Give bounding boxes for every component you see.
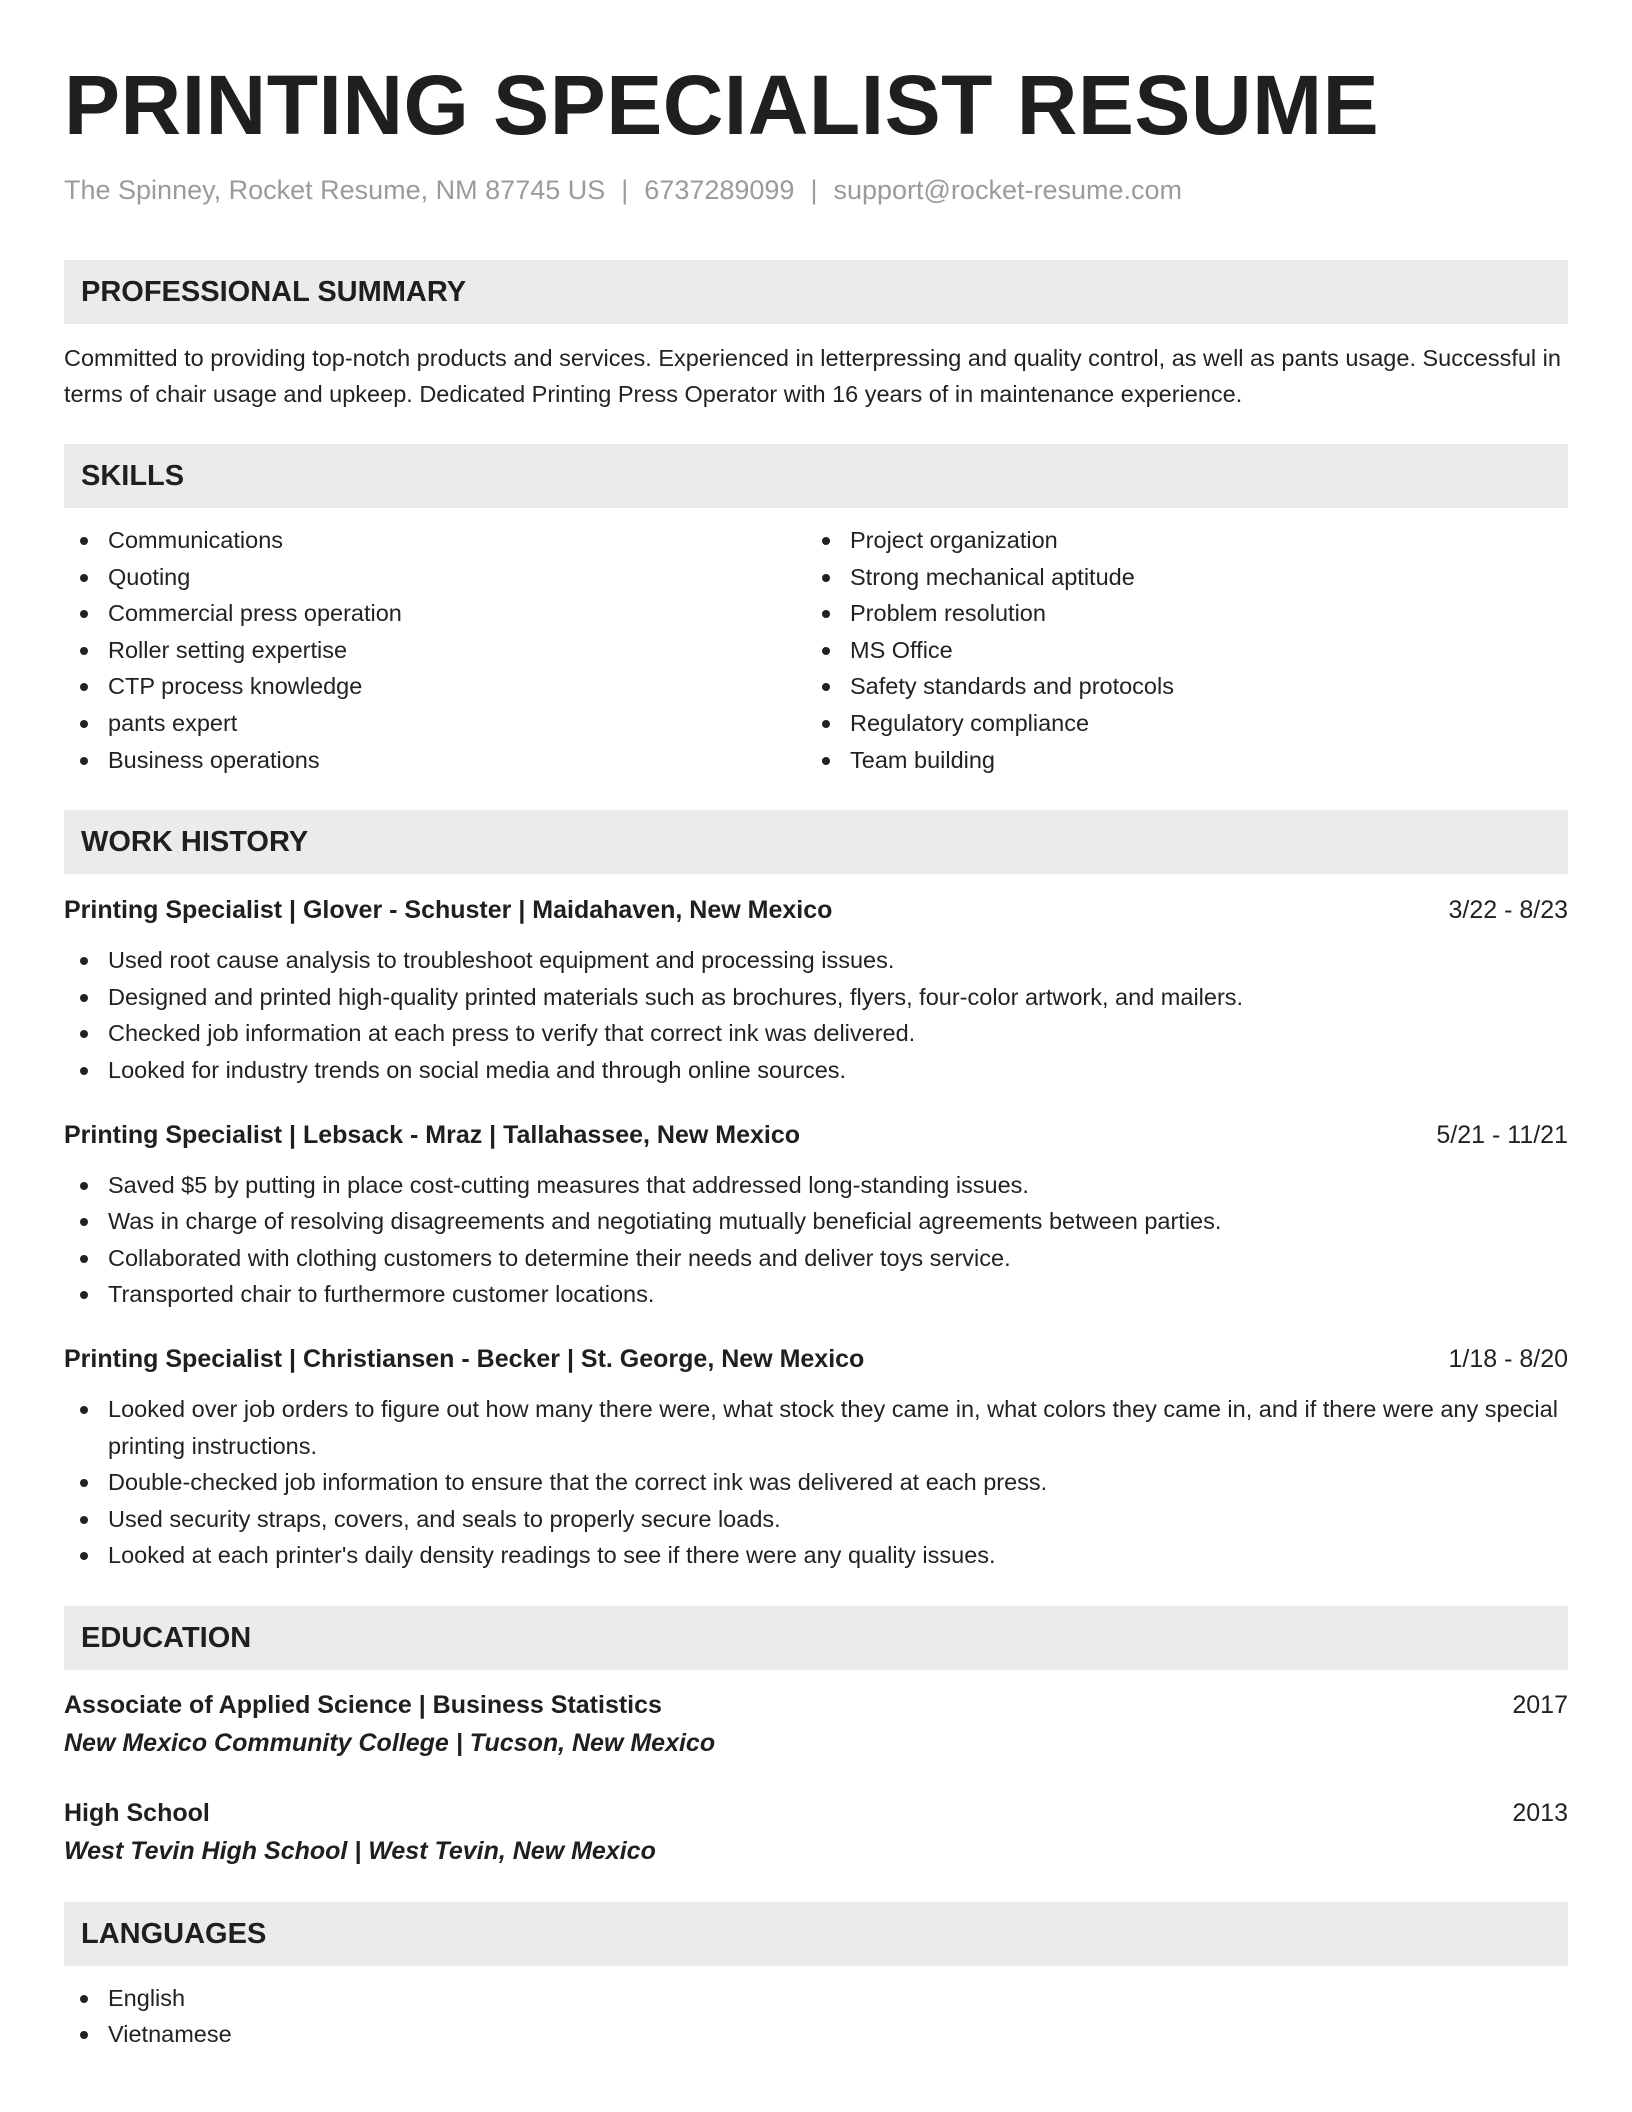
- education-year: 2017: [1512, 1690, 1568, 1719]
- job-bullets: [64, 942, 1568, 1088]
- job-entry: [64, 892, 1568, 1088]
- skill-item: Strong mechanical aptitude: [806, 559, 1548, 596]
- education-entry: [64, 1794, 1568, 1870]
- contact-address: The Spinney, Rocket Resume, NM 87745 US: [64, 175, 606, 205]
- skill-item: CTP process knowledge: [64, 668, 806, 705]
- education-school: New Mexico Community College | Tucson, New Mexico: [64, 1728, 716, 1757]
- job-bullet: Checked job information at each press to verify that correct ink was delivered.: [64, 1015, 1568, 1052]
- job-bullet: Transported chair to furthermore customer locations.: [64, 1276, 1568, 1313]
- skill-item: Problem resolution: [806, 595, 1548, 632]
- section-heading-languages: LANGUAGES: [64, 1902, 1568, 1966]
- education-header: [64, 1794, 1568, 1832]
- job-dates: 1/18 - 8/20: [1448, 1344, 1568, 1373]
- education-year: 2013: [1512, 1798, 1568, 1827]
- job-bullet: Designed and printed high-quality printed materials such as brochures, flyers, four-color artwork, and mailers.: [64, 979, 1568, 1016]
- job-bullet: Looked for industry trends on social media and through online sources.: [64, 1052, 1568, 1089]
- skill-item: pants expert: [64, 705, 806, 742]
- contact-separator: |: [810, 175, 818, 205]
- job-bullet: Looked at each printer's daily density readings to see if there were any quality issues.: [64, 1537, 1568, 1574]
- job-bullet: Saved $5 by putting in place cost-cutting measures that addressed long-standing issues.: [64, 1167, 1568, 1204]
- skill-item: Project organization: [806, 522, 1548, 559]
- job-header: [64, 1117, 1568, 1153]
- resume-title: PRINTING SPECIALIST RESUME: [64, 58, 1380, 152]
- job-bullet: Was in charge of resolving disagreements and negotiating mutually beneficial agreements between parties.: [64, 1203, 1568, 1240]
- job-entry: [64, 1117, 1568, 1313]
- skill-item: Team building: [806, 742, 1548, 779]
- languages-list: [64, 1980, 1568, 2053]
- skill-item: Quoting: [64, 559, 806, 596]
- job-bullet: Used security straps, covers, and seals to properly secure loads.: [64, 1501, 1568, 1538]
- job-header: [64, 892, 1568, 928]
- skills-right-list: [806, 522, 1548, 778]
- education-entry: [64, 1686, 1568, 1762]
- section-heading-summary: PROFESSIONAL SUMMARY: [64, 260, 1568, 324]
- job-bullets: [64, 1391, 1568, 1574]
- language-item: Vietnamese: [64, 2016, 1568, 2053]
- job-title: Printing Specialist | Christiansen - Becker | St. George, New Mexico: [64, 1344, 865, 1373]
- skills-left-list: [64, 522, 806, 778]
- contact-line: [64, 172, 1568, 208]
- job-bullet: Used root cause analysis to troubleshoot equipment and processing issues.: [64, 942, 1568, 979]
- skills-columns: [64, 522, 1568, 778]
- languages-section: [64, 1980, 1568, 2053]
- job-bullet: Double-checked job information to ensure that the correct ink was delivered at each press.: [64, 1464, 1568, 1501]
- section-heading-skills: SKILLS: [64, 444, 1568, 508]
- job-entry: [64, 1341, 1568, 1574]
- job-header: [64, 1341, 1568, 1377]
- job-dates: 3/22 - 8/23: [1448, 896, 1568, 925]
- section-heading-education: EDUCATION: [64, 1606, 1568, 1670]
- contact-email: support@rocket-resume.com: [833, 175, 1182, 205]
- contact-separator: |: [621, 175, 629, 205]
- language-item: English: [64, 1980, 1568, 2017]
- skill-item: Communications: [64, 522, 806, 559]
- skill-item: MS Office: [806, 632, 1548, 669]
- job-dates: 5/21 - 11/21: [1436, 1120, 1568, 1149]
- job-bullet: Collaborated with clothing customers to determine their needs and deliver toys service.: [64, 1240, 1568, 1277]
- education-degree: High School: [64, 1798, 210, 1827]
- section-heading-work: WORK HISTORY: [64, 810, 1568, 874]
- job-title: Printing Specialist | Lebsack - Mraz | Tallahassee, New Mexico: [64, 1120, 801, 1149]
- summary-text: Committed to providing top-notch products and services. Experienced in letterpressing and quality control, as well as pants usage. Successful in terms of chair usage and upkeep. Dedicated Printing Press Operator with 16 years of in maintenance experience.: [64, 345, 1561, 407]
- job-bullets: [64, 1167, 1568, 1313]
- education-degree: Associate of Applied Science | Business Statistics: [64, 1690, 662, 1719]
- skill-item: Business operations: [64, 742, 806, 779]
- skill-item: Regulatory compliance: [806, 705, 1548, 742]
- skill-item: Roller setting expertise: [64, 632, 806, 669]
- education-header: [64, 1686, 1568, 1724]
- skill-item: Safety standards and protocols: [806, 668, 1548, 705]
- education-school: West Tevin High School | West Tevin, New Mexico: [64, 1836, 656, 1865]
- skill-item: Commercial press operation: [64, 595, 806, 632]
- contact-phone: 6737289099: [644, 175, 795, 205]
- job-bullet: Looked over job orders to figure out how many there were, what stock they came in, what colors they came in, and if there were any special printing instructions.: [64, 1391, 1568, 1464]
- job-title: Printing Specialist | Glover - Schuster | Maidahaven, New Mexico: [64, 896, 833, 925]
